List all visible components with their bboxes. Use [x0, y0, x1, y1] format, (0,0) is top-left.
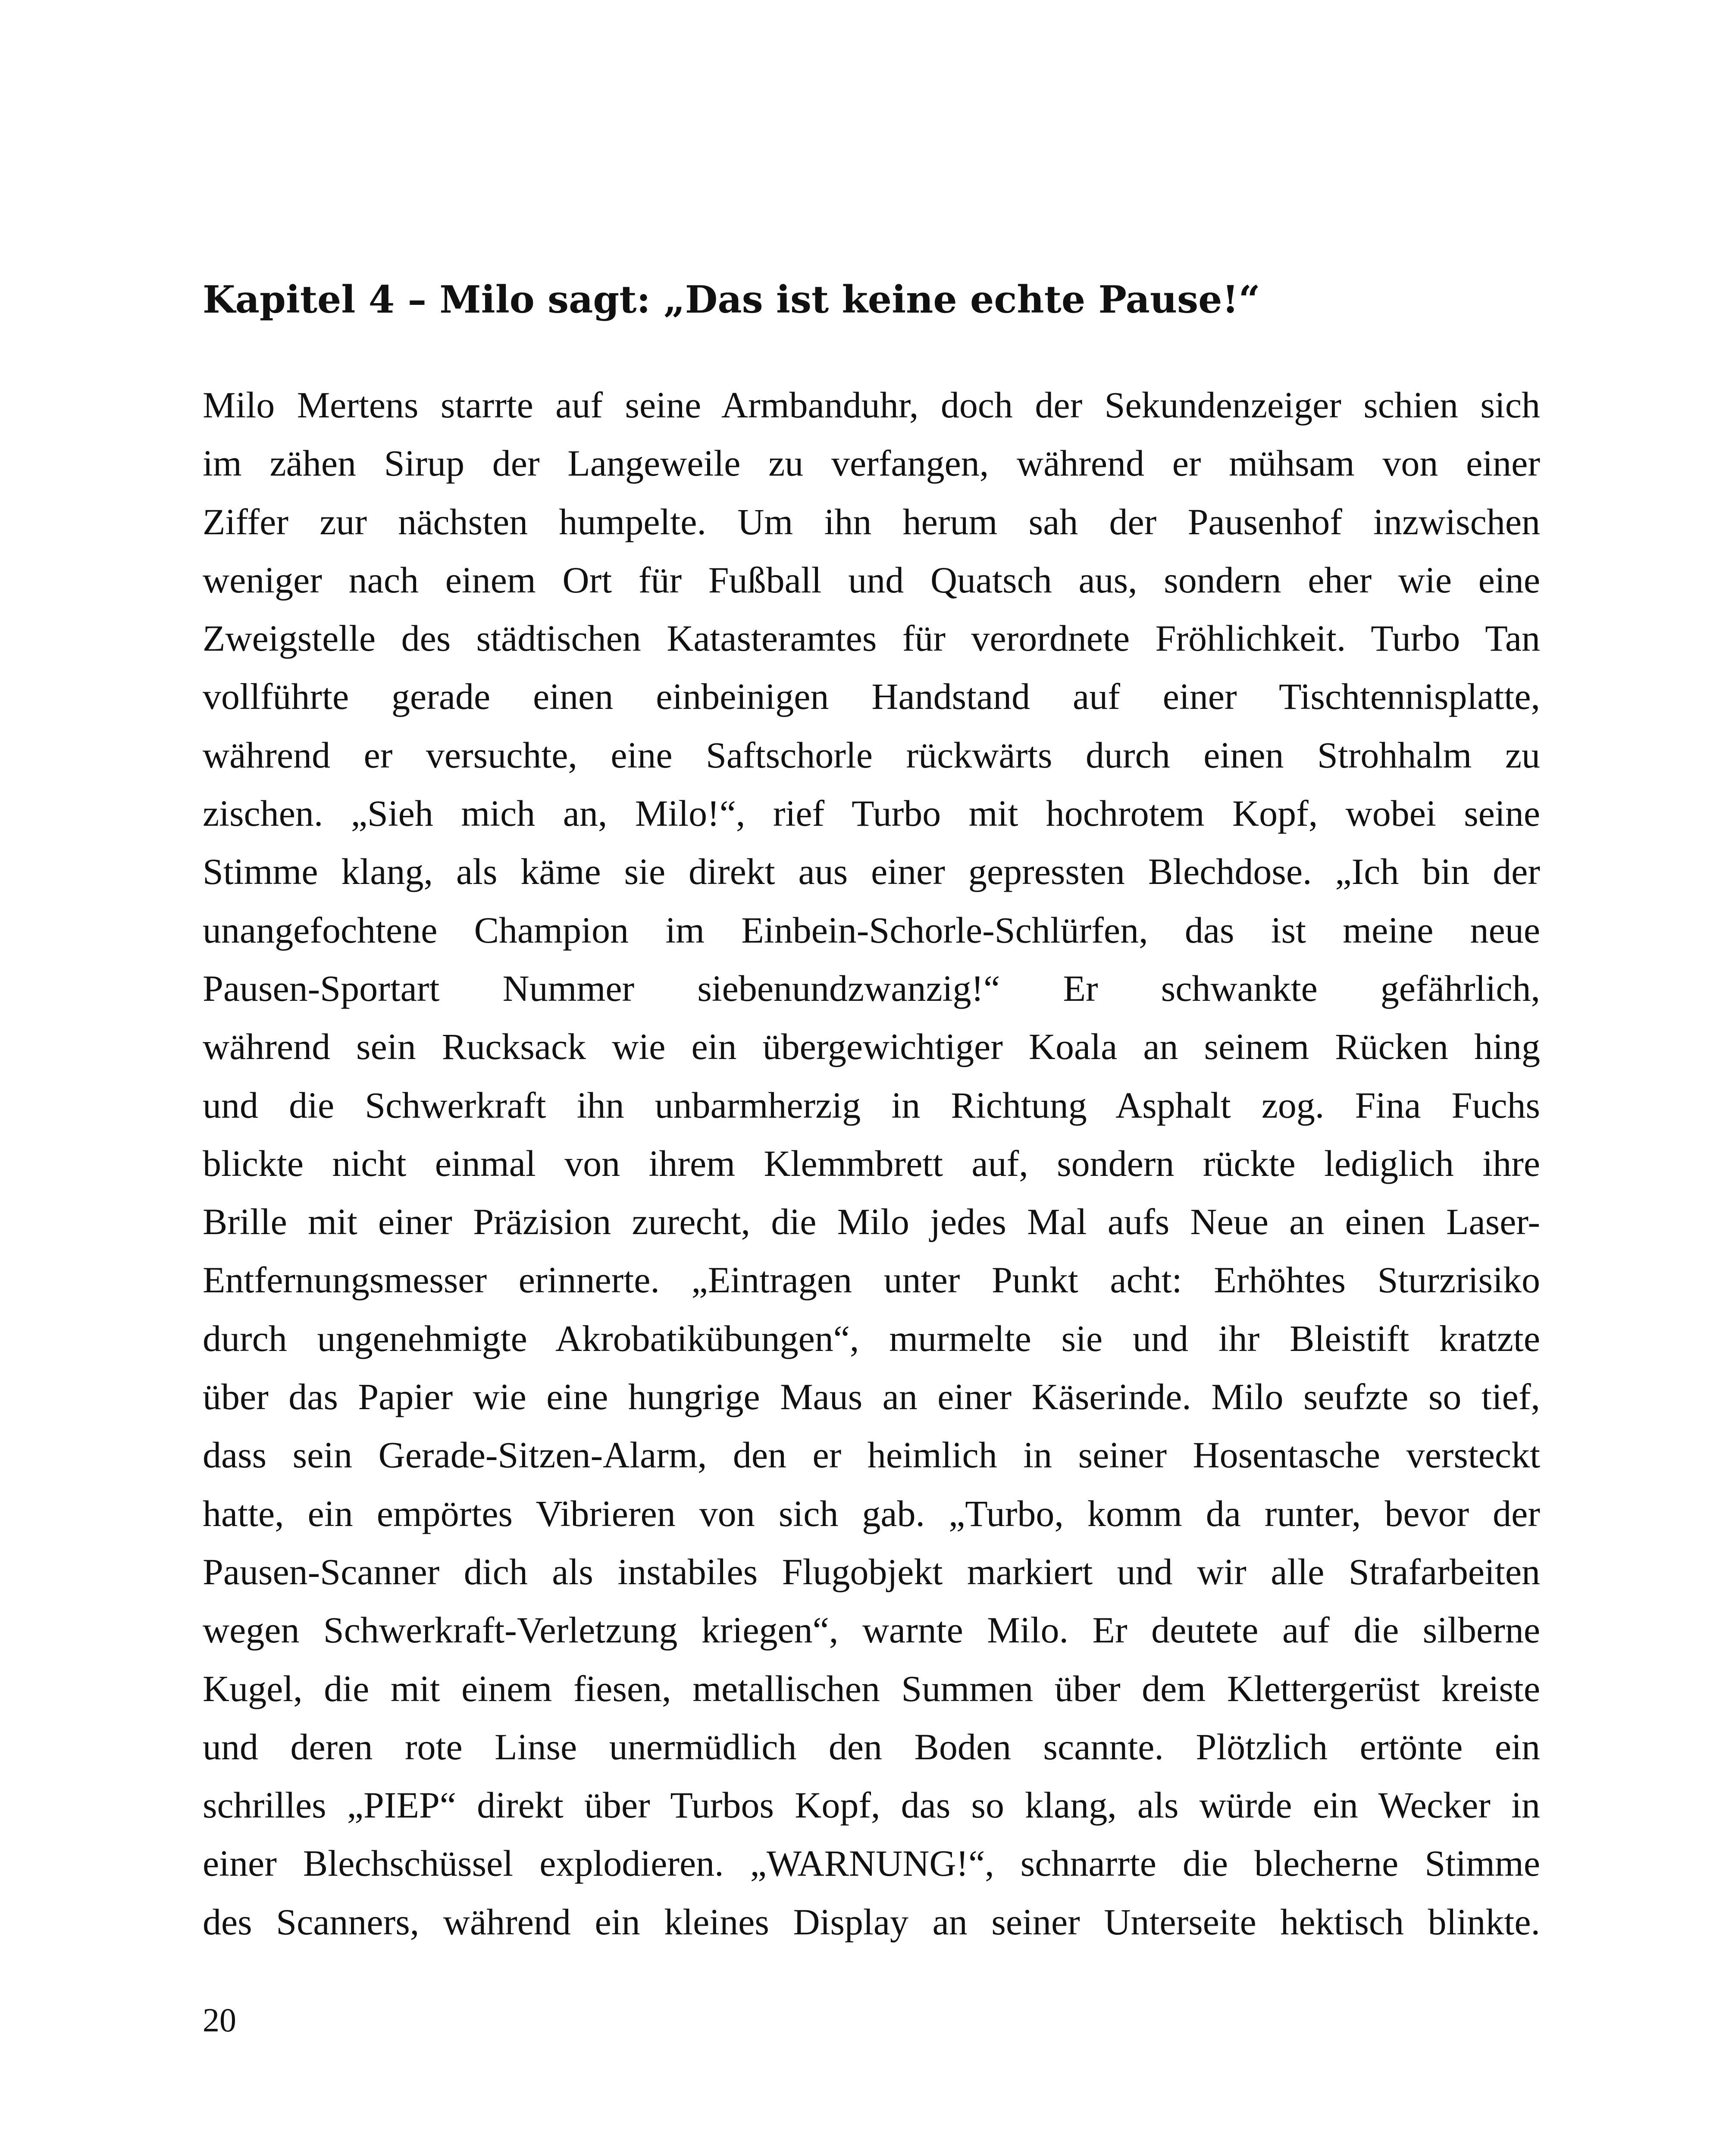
text-line: Pausen-Sportart Nummer siebenundzwanzig!“ Er schwankte gefährlich, [203, 967, 1540, 1009]
text-line: einer Blechschüssel explodieren. „WARNUNG!“, schnarrte die blecherne Stimme [203, 1843, 1540, 1884]
text-line: Brille mit einer Präzision zurecht, die Milo jedes Mal aufs Neue an einen Laser- [203, 1201, 1540, 1243]
text-line: des Scanners, während ein kleines Display an seiner Unterseite hektisch blinkte. [203, 1901, 1540, 1943]
text-line: Zweigstelle des städtischen Katasteramtes für verordnete Fröhlichkeit. Turbo Tan [203, 617, 1540, 659]
text-line: Pausen-Scanner dich als instabiles Flugobjekt markiert und wir alle Strafarbeiten [203, 1551, 1540, 1592]
text-line: unangefochtene Champion im Einbein-Schorle-Schlürfen, das ist meine neue [203, 909, 1540, 951]
text-line: weniger nach einem Ort für Fußball und Quatsch aus, sondern eher wie eine [203, 559, 1540, 601]
page-number: 20 [203, 2001, 236, 2039]
body-paragraph [203, 376, 1540, 1951]
text-line: im zähen Sirup der Langeweile zu verfangen, während er mühsam von einer [203, 442, 1540, 484]
chapter-title: Kapitel 4 – Milo sagt: „Das ist keine echte Pause!“ [203, 277, 1260, 322]
text-line: durch ungenehmigte Akrobatikübungen“, murmelte sie und ihr Bleistift kratzte [203, 1317, 1540, 1359]
text-line: Kugel, die mit einem fiesen, metallischen Summen über dem Klettergerüst kreiste [203, 1667, 1540, 1709]
text-line: blickte nicht einmal von ihrem Klemmbrett auf, sondern rückte lediglich ihre [203, 1142, 1540, 1184]
text-line: während er versuchte, eine Saftschorle rückwärts durch einen Strohhalm zu [203, 734, 1540, 776]
text-line: zischen. „Sieh mich an, Milo!“, rief Turbo mit hochrotem Kopf, wobei seine [203, 793, 1540, 834]
text-line: und deren rote Linse unermüdlich den Boden scannte. Plötzlich ertönte ein [203, 1726, 1540, 1767]
text-line: über das Papier wie eine hungrige Maus an einer Käserinde. Milo seufzte so tief, [203, 1376, 1540, 1418]
text-line: Ziffer zur nächsten humpelte. Um ihn herum sah der Pausenhof inzwischen [203, 501, 1540, 542]
text-line: dass sein Gerade-Sitzen-Alarm, den er heimlich in seiner Hosentasche versteckt [203, 1434, 1540, 1476]
text-line: Entfernungsmesser erinnerte. „Eintragen unter Punkt acht: Erhöhtes Sturzrisiko [203, 1259, 1540, 1301]
text-line: hatte, ein empörtes Vibrieren von sich gab. „Turbo, komm da runter, bevor der [203, 1492, 1540, 1534]
text-line: Milo Mertens starrte auf seine Armbanduhr, doch der Sekundenzeiger schien sich [203, 384, 1540, 426]
text-line: vollführte gerade einen einbeinigen Handstand auf einer Tischtennisplatte, [203, 676, 1540, 718]
text-line: während sein Rucksack wie ein übergewichtiger Koala an seinem Rücken hing [203, 1026, 1540, 1068]
text-line: und die Schwerkraft ihn unbarmherzig in Richtung Asphalt zog. Fina Fuchs [203, 1084, 1540, 1126]
text-line: Stimme klang, als käme sie direkt aus einer gepressten Blechdose. „Ich bin der [203, 851, 1540, 893]
text-line: schrilles „PIEP“ direkt über Turbos Kopf, das so klang, als würde ein Wecker in [203, 1784, 1540, 1826]
text-line: wegen Schwerkraft-Verletzung kriegen“, warnte Milo. Er deutete auf die silberne [203, 1609, 1540, 1651]
